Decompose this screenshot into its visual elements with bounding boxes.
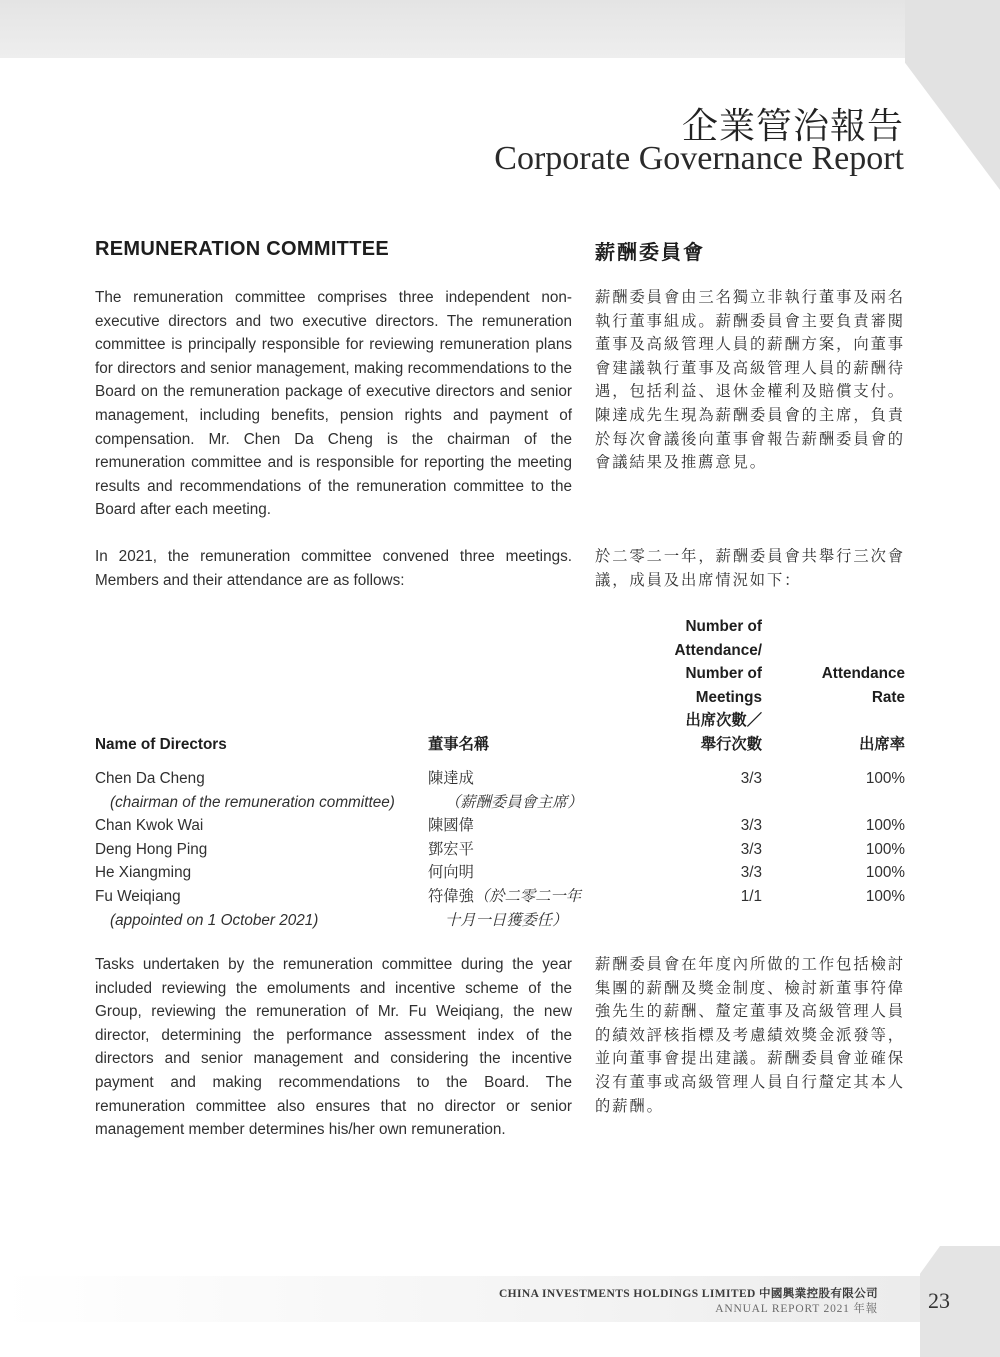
table-row — [95, 885, 905, 909]
committee-description-english: The remuneration committee comprises three independent non-executive directors and two executive directors. The remuneration committee is principally responsible for reviewing remuneration plans for directors and senior management, making recommendations to the Board on the remuneration package of executive directors and senior management, including benefits, pension rights and payment of compensation. Mr. Chen Da Cheng is the chairman of the remuneration committee and is responsible for reporting the meeting results and recommendations of the remuneration committee to the Board after each meeting. — [95, 289, 572, 519]
table-row — [95, 767, 905, 791]
attendance-rate: 100% — [865, 770, 905, 787]
page-title-english: Corporate Governance Report — [494, 140, 904, 177]
header-attendance — [674, 615, 762, 757]
director-name-chinese: 陳國偉 — [428, 817, 474, 835]
footer-company-name: CHINA INVESTMENTS HOLDINGS LIMITED 中國興業控股有限公司 — [498, 1288, 878, 1300]
header-rate-line: Attendance — [821, 665, 905, 682]
page-title-chinese: 企業管治報告 — [681, 106, 904, 147]
meetings-intro-english: In 2021, the remuneration committee convened three meetings. Members and their attendance are as follows: — [95, 548, 572, 589]
committee-description-chinese: 薪酬委員會由三名獨立非執行董事及兩名執行董事組成。薪酬委員會主要負責審閱董事及高級管理人員的薪酬方案，向董事會建議執行董事及高級管理人員的薪酬待遇，包括利益、退休金權利及賠償支付。陳達成先生現為薪酬委員會的主席，負責於每次會議後向董事會報告薪酬委員會的會議結果及推薦意見。 — [595, 289, 905, 472]
section-heading-chinese: 薪酬委員會 — [595, 242, 705, 264]
header-rate-line: 出席率 — [859, 735, 905, 753]
director-name-chinese — [428, 885, 581, 909]
tasks-description-chinese: 薪酬委員會在年度內所做的工作包括檢討集團的薪酬及獎金制度、檢討新董事符偉強先生的薪酬、釐定董事及高級管理人員的績效評核指標及考慮績效獎金派發等，並向董事會提出建議。薪酬委員會並確保沒有董事或高級管理人員自行釐定其本人的薪酬。 — [595, 956, 905, 1115]
director-name: Deng Hong Ping — [95, 840, 208, 858]
table-row — [95, 814, 905, 838]
table-row-note — [95, 791, 905, 815]
director-name: Chen Da Cheng — [95, 770, 205, 787]
director-appointment-note-chinese-cont: 十月一日獲委任） — [445, 911, 568, 929]
header-rate-line: Rate — [871, 688, 905, 706]
attendance-count: 3/3 — [740, 864, 762, 882]
attendance-count: 3/3 — [740, 840, 762, 858]
footer-report-title: ANNUAL REPORT 2021 年報 — [715, 1303, 878, 1315]
director-role-note: (chairman of the remuneration committee) — [110, 793, 395, 811]
table-row — [95, 838, 905, 862]
attendance-count: 1/1 — [740, 888, 762, 905]
director-name: He Xiangming — [95, 864, 192, 882]
section-heading-english: REMUNERATION COMMITTEE — [95, 238, 389, 260]
director-name-chinese: 何向明 — [428, 864, 474, 882]
header-name-of-directors: Name of Directors — [95, 736, 227, 753]
attendance-rate: 100% — [865, 817, 905, 835]
header-attendance-line: Number of — [685, 665, 762, 683]
header-attendance-line: 出席次數／ — [685, 712, 762, 730]
tasks-description-english: Tasks undertaken by the remuneration committee during the year included reviewing the emoluments and incentive scheme of the Group, reviewing the remuneration of Mr. Fu Weiqiang, the new director, determining the performance assessment index of the directors and senior management and considering the incentive payment and making recommendations to the Board. The remuneration committee also ensures that no director or senior management member determines his/her own remuneration. — [95, 956, 572, 1139]
director-name: Chan Kwok Wai — [95, 817, 204, 835]
header-attendance-rate — [822, 662, 905, 756]
director-name-chinese: 陳達成 — [428, 770, 474, 787]
attendance-count: 3/3 — [740, 770, 762, 787]
director-name-chinese: 鄧宏平 — [428, 840, 474, 858]
header-attendance-line: 舉行次數 — [700, 735, 762, 753]
header-directors-chinese: 董事名稱 — [428, 736, 490, 753]
table-row-note — [95, 909, 905, 933]
attendance-rate: 100% — [865, 864, 905, 882]
meetings-intro-chinese: 於二零二一年，薪酬委員會共舉行三次會議，成員及出席情況如下： — [595, 548, 905, 589]
table-row — [95, 861, 905, 885]
director-name-chinese-text: 符偉強 — [428, 888, 474, 905]
attendance-rate: 100% — [865, 888, 905, 905]
header-attendance-line: Meetings — [695, 688, 762, 706]
decorative-corner-panel — [905, 0, 1000, 190]
attendance-count: 3/3 — [740, 817, 762, 835]
header-attendance-line: Number of — [685, 618, 762, 635]
header-attendance-line: Attendance/ — [674, 641, 762, 659]
director-appointment-note: (appointed on 1 October 2021) — [110, 911, 319, 929]
header-background-band — [0, 0, 1000, 58]
director-appointment-note-chinese: （於二零二一年 — [473, 888, 581, 905]
attendance-rate: 100% — [865, 840, 905, 858]
director-role-note-chinese: （薪酬委員會主席） — [445, 793, 583, 811]
page-number: 23 — [928, 1288, 950, 1313]
director-name: Fu Weiqiang — [95, 888, 181, 905]
